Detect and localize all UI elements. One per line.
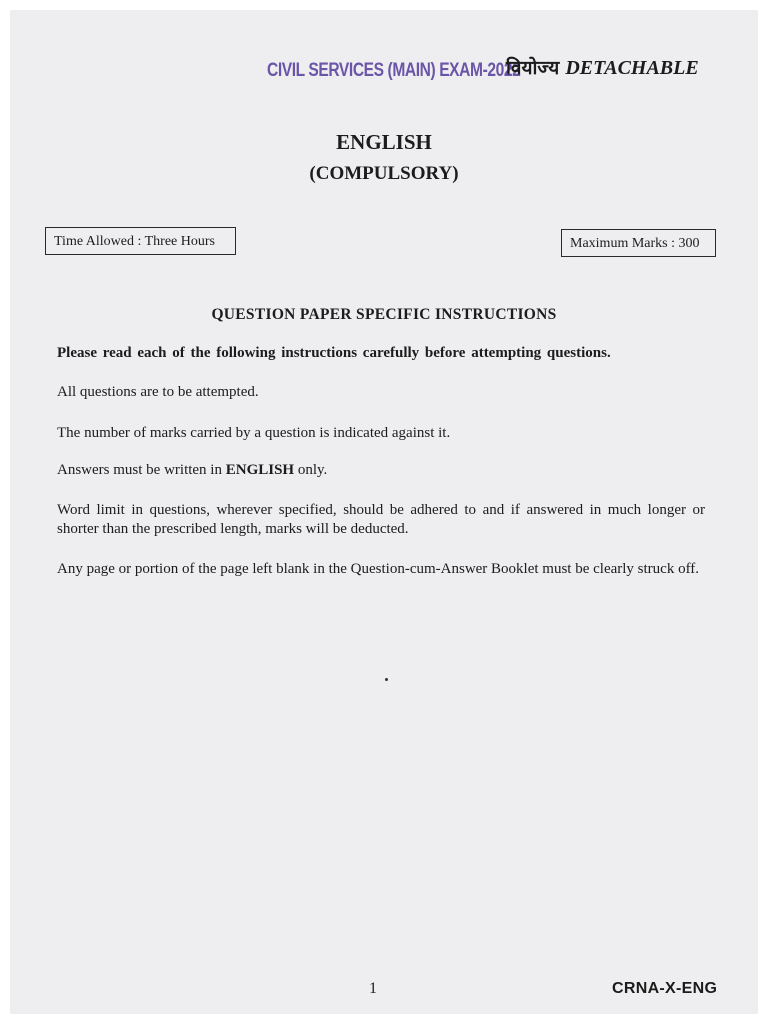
exam-paper-page (10, 10, 758, 1014)
instruction-item: Any page or portion of the page left blank in the Question-cum-Answer Booklet must be clearly struck off. (57, 561, 700, 577)
detachable-english: DETACHABLE (565, 57, 699, 79)
detachable-label (506, 54, 699, 80)
subject-title: ENGLISH (336, 130, 432, 154)
instructions-heading: QUESTION PAPER SPECIFIC INSTRUCTIONS (211, 306, 557, 323)
stray-mark (385, 678, 388, 681)
instruction-item: All questions are to be attempted. (57, 384, 259, 400)
language-emphasis: ENGLISH (225, 462, 295, 478)
subject-qualifier: (COMPULSORY) (309, 163, 459, 184)
instruction-item-language (57, 461, 705, 480)
instructions-lead: Please read each of the following instructions carefully before attempting questions. (57, 345, 611, 361)
maximum-marks-box: Maximum Marks : 300 (561, 229, 716, 257)
page-number: 1 (369, 980, 377, 997)
instruction-item: The number of marks carried by a question is indicated against it. (57, 425, 451, 441)
time-allowed-box: Time Allowed : Three Hours (45, 227, 236, 255)
exam-stamp: CIVIL SERVICES (MAIN) EXAM-2022 (267, 60, 521, 81)
instruction-text: only. (294, 462, 328, 478)
instruction-item: Word limit in questions, wherever specified, should be adhered to and if answered in much longer or shorter than the prescribed length, marks will be deducted. (57, 502, 705, 537)
instruction-text: Answers must be written in (57, 462, 226, 478)
detachable-hindi: वियोज्य (506, 57, 560, 79)
paper-code: CRNA-X-ENG (612, 980, 718, 997)
